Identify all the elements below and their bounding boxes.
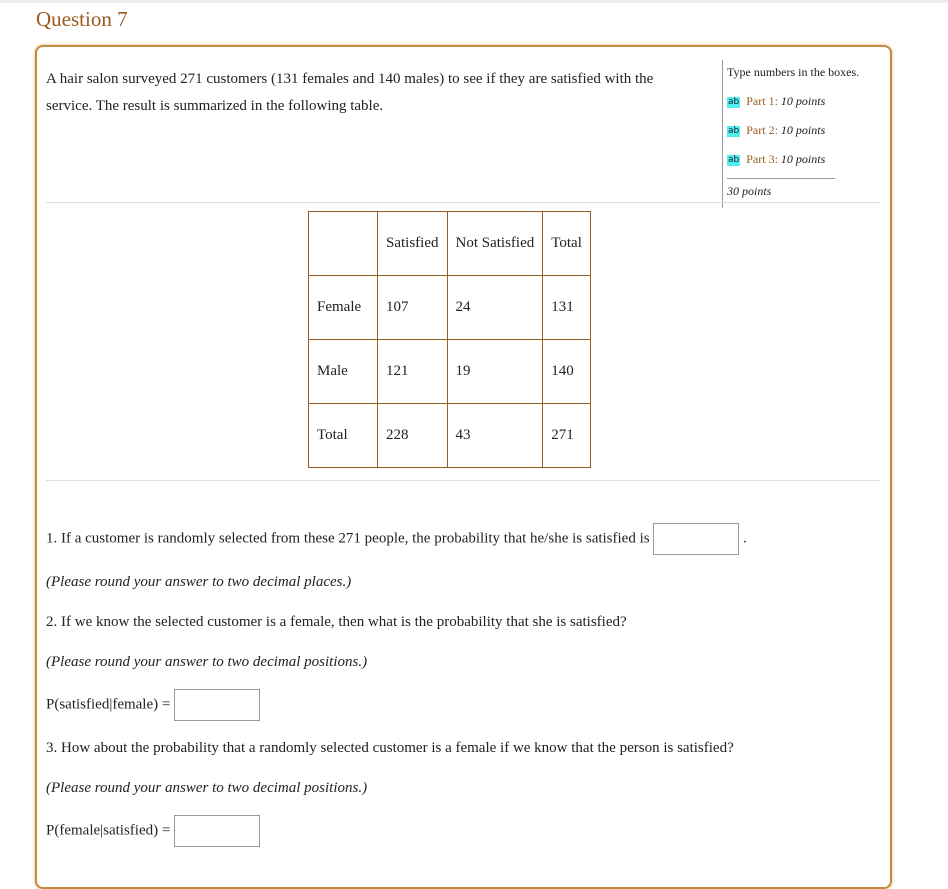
table-cell: Total <box>543 212 591 276</box>
table-cell: 43 <box>447 404 543 468</box>
text-entry-icon: ab <box>728 96 740 107</box>
table-cell: Satisfied <box>378 212 448 276</box>
table-cell: Male <box>309 340 378 404</box>
answer-1-input[interactable] <box>653 523 739 555</box>
note-1: (Please round your answer to two decimal places.) <box>46 574 352 590</box>
table-cell: 271 <box>543 404 591 468</box>
part-3-link[interactable]: Part 3: <box>746 152 778 166</box>
part-3 <box>727 147 887 176</box>
question-3: 3. How about the probability that a randomly selected customer is a female if we know that the person is satisfied? <box>46 740 734 756</box>
question-2: 2. If we know the selected customer is a female, then what is the probability that she is satisfied? <box>46 614 627 630</box>
period: . <box>743 530 747 547</box>
part-points: 10 points <box>780 123 826 137</box>
part-1-link[interactable]: Part 1: <box>746 94 778 108</box>
answer-3-input[interactable] <box>174 815 260 847</box>
table-cell: 24 <box>447 276 543 340</box>
text-entry-icon: ab <box>728 154 740 165</box>
table-cell: 121 <box>378 340 448 404</box>
question-3-answer <box>46 815 260 847</box>
p2-label: P(satisfied|female) = <box>46 696 171 713</box>
p3-label: P(female|satisfied) = <box>46 822 171 839</box>
top-bar <box>0 0 948 3</box>
part-2 <box>727 118 887 147</box>
table-cell: 131 <box>543 276 591 340</box>
table-cell: 140 <box>543 340 591 404</box>
table-header-row <box>309 212 591 276</box>
answer-2-input[interactable] <box>174 689 260 721</box>
part-2-link[interactable]: Part 2: <box>746 123 778 137</box>
question-intro: A hair salon surveyed 271 customers (131 females and 140 males) to see if they are satisfied with the service. The result is summarized in the following table. <box>46 71 654 114</box>
table-cell: 107 <box>378 276 448 340</box>
table-cell: 228 <box>378 404 448 468</box>
question-2-answer <box>46 689 260 721</box>
table-cell: 19 <box>447 340 543 404</box>
table-row <box>309 404 591 468</box>
question-1-text: 1. If a customer is randomly selected from these 271 people, the probability that he/she is satisfied is <box>46 530 650 547</box>
part-points: 10 points <box>780 94 826 108</box>
divider <box>46 480 880 481</box>
note-3: (Please round your answer to two decimal positions.) <box>46 780 368 796</box>
table-cell: Total <box>309 404 378 468</box>
instructions: Type numbers in the boxes. <box>727 65 860 79</box>
table-row <box>309 276 591 340</box>
divider <box>46 202 880 203</box>
points-panel <box>722 60 887 208</box>
note-2: (Please round your answer to two decimal positions.) <box>46 654 368 670</box>
table-cell <box>309 212 378 276</box>
table-cell: Female <box>309 276 378 340</box>
part-1 <box>727 89 887 118</box>
table-cell: Not Satisfied <box>447 212 543 276</box>
data-table <box>308 211 591 468</box>
question-title: Question 7 <box>36 7 128 31</box>
question-1 <box>46 523 747 555</box>
part-points: 10 points <box>780 152 826 166</box>
text-entry-icon: ab <box>728 125 740 136</box>
total-points: 30 points <box>727 184 772 198</box>
table-row <box>309 340 591 404</box>
